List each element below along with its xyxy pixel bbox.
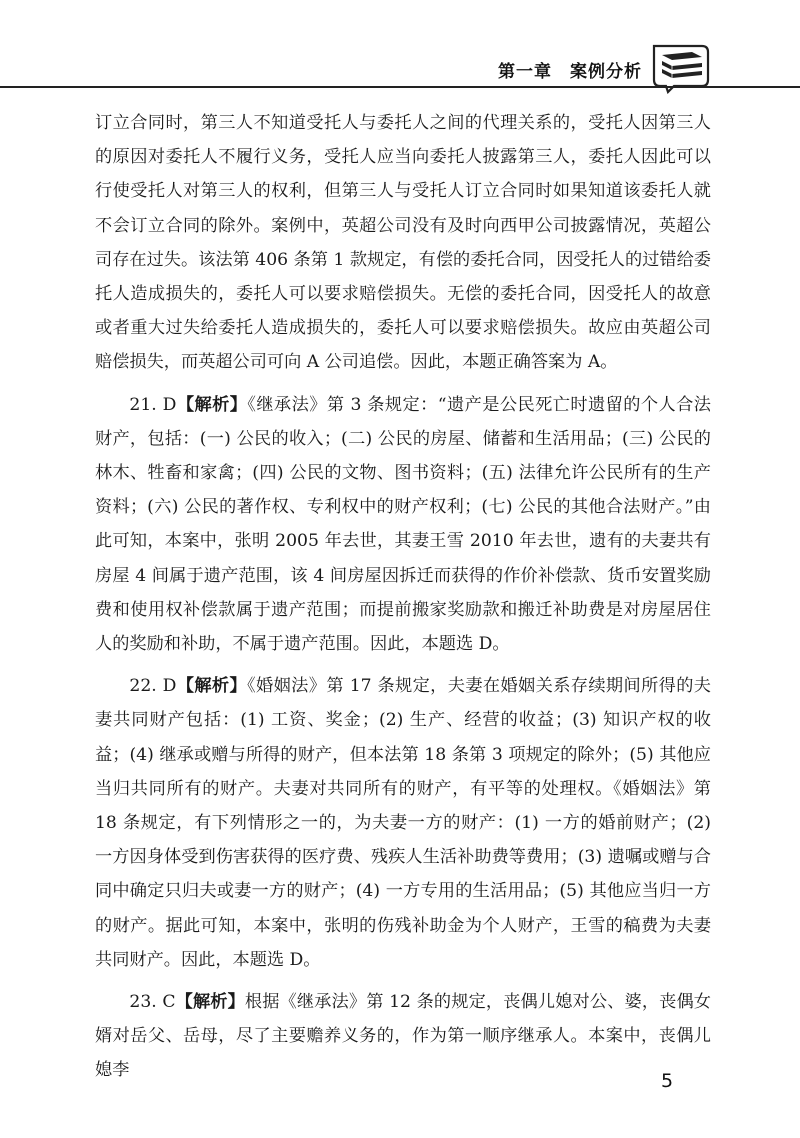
chapter-title: 第一章 案例分析 [498, 62, 642, 82]
page-number: 5 [661, 1070, 674, 1092]
header-divider [0, 86, 800, 88]
answer-number: 22. D [129, 676, 177, 697]
answer-21 [95, 388, 711, 662]
body-text [95, 106, 711, 1088]
paragraph-continuation [95, 106, 711, 380]
paragraph-text: 根据《继承法》第 12 条的规定，丧偶儿媳对公、婆，丧偶女婿对岳父、岳母，尽了主要赡养义务的，作为第一顺序继承人。本案中，丧偶儿媳李 [95, 992, 711, 1081]
answer-22 [95, 669, 711, 977]
page-header [0, 0, 800, 95]
paragraph-text: 《婚姻法》第 17 条规定，夫妻在婚姻关系存续期间所得的夫妻共同财产包括：(1) 工资、奖金；(2) 生产、经营的收益；(3) 知识产权的收益；(4) 继承或赠与所得的财产，但本法第 18 条第 3 项规定的除外；(5) 其他应当归共同所有的财产。夫妻对共同所有的财产，有平等的处理权。《婚姻法》第 18 条规定，有下列情形之一的，为夫妻一方的财产：(1) 一方的婚前财产；(2) 一方因身体受到伤害获得的医疗费、残疾人生活补助费等费用；(3) 遗嘱或赠与合同中确定只归夫或妻一方的财产；(4) 一方专用的生活用品；(5) 其他应当归一方的财产。据此可知，本案中，张明的伤残补助金为个人财产，王雪的稿费为夫妻共同财产。因此，本题选 D。 [95, 676, 711, 970]
analysis-label: 【解析】 [176, 394, 248, 415]
answer-23 [95, 985, 711, 1088]
analysis-label: 【解析】 [175, 992, 245, 1013]
answer-number: 23. C [129, 992, 176, 1013]
answer-number: 21. D [129, 394, 177, 415]
analysis-label: 【解析】 [176, 676, 248, 697]
paragraph-text: 《继承法》第 3 条规定：“遗产是公民死亡时遗留的个人合法财产，包括：(一) 公民的收入；(二) 公民的房屋、储蓄和生活用品；(三) 公民的林木、牲畜和家禽；(四) 公民的文物、图书资料；(五) 法律允许公民所有的生产资料；(六) 公民的著作权、专利权中的财产权利；(七) 公民的其他合法财产。”由此可知，本案中，张明 2005 年去世，其妻王雪 2010 年去世，遗有的夫妻共有房屋 4 间属于遗产范围，该 4 间房屋因拆迁而获得的作价补偿款、货币安置奖励费和使用权补偿款属于遗产范围；而提前搬家奖励款和搬迁补助费是对房屋居住人的奖励和补助，不属于遗产范围。因此，本题选 D。 [95, 394, 711, 655]
paragraph-text: 订立合同时，第三人不知道受托人与委托人之间的代理关系的，受托人因第三人的原因对委托人不履行义务，受托人应当向委托人披露第三人，委托人因此可以行使受托人对第三人的权利，但第三人与受托人订立合同时如果知道该委托人就不会订立合同的除外。案例中，英超公司没有及时向西甲公司披露情况，英超公司存在过失。该法第 406 条第 1 款规定，有偿的委托合同，因受托人的过错给委托人造成损失的，委托人可以要求赔偿损失。无偿的委托合同，因受托人的故意或者重大过失给委托人造成损失的，委托人可以要求赔偿损失。故应由英超公司赔偿损失，而英超公司可向 A 公司追偿。因此，本题正确答案为 A。 [95, 113, 711, 373]
